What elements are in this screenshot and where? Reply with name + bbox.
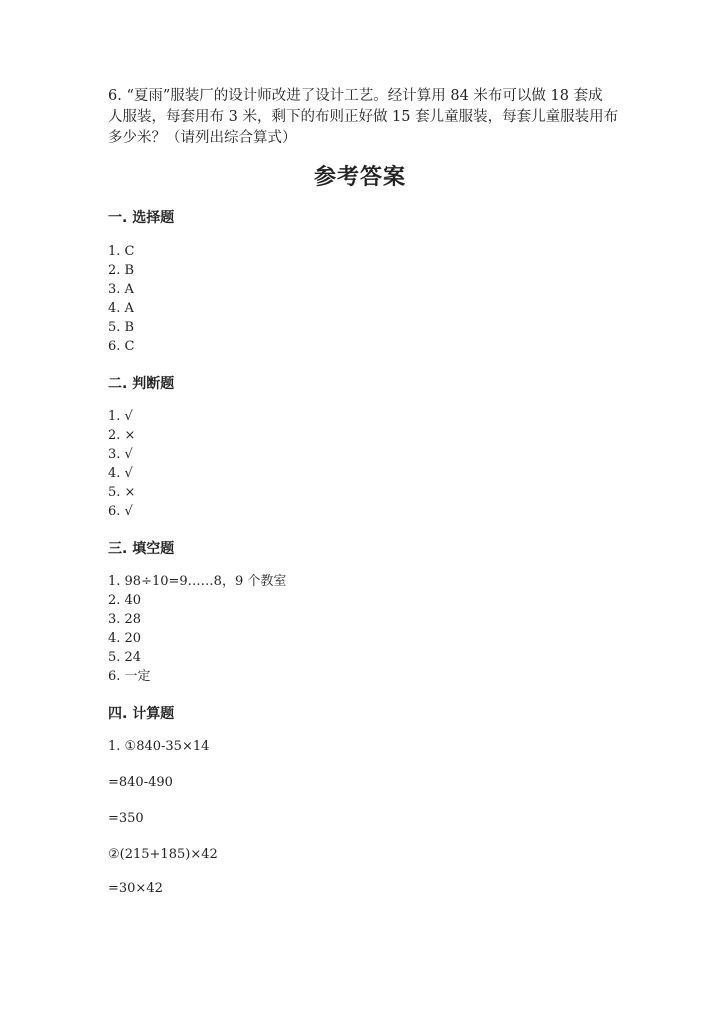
list-item: 1. C — [108, 244, 135, 259]
list-item: 3. 28 — [108, 612, 142, 627]
question-6 — [108, 86, 618, 149]
list-item: 5. 24 — [108, 650, 142, 665]
list-item: 2. 40 — [108, 593, 142, 608]
calc-line: 1. ①840-35×14 — [108, 739, 210, 754]
list-item: 2. × — [108, 428, 136, 443]
list-item: 3. A — [108, 282, 134, 297]
judgement-answer-list — [108, 407, 135, 521]
section-heading-judgement: 二. 判断题 — [108, 376, 175, 392]
list-item: 3. √ — [108, 447, 133, 462]
list-item: 5. × — [108, 485, 136, 500]
answer-title: 参考答案 — [313, 165, 406, 190]
calc-line: =30×42 — [108, 881, 163, 896]
section-heading-calculation: 四. 计算题 — [108, 706, 175, 722]
question-6-line-1: 6. “夏雨”服装厂的设计师改进了设计工艺。经计算用 84 米布可以做 18 套成 — [108, 88, 603, 104]
list-item: 4. A — [108, 301, 134, 316]
question-6-line-3: 多少米？（请列出综合算式） — [108, 130, 297, 146]
calc-line: ②(215+185)×42 — [108, 847, 218, 862]
fill-blank-answer-list — [108, 572, 286, 686]
choice-answer-list — [108, 242, 134, 356]
list-item: 5. B — [108, 320, 135, 335]
section-heading-choice: 一. 选择题 — [108, 210, 175, 226]
list-item: 1. 98÷10=9……8，9 个教室 — [108, 574, 287, 589]
list-item: 6. √ — [108, 504, 133, 519]
question-6-line-2: 人服装，每套用布 3 米，剩下的布则正好做 15 套儿童服装，每套儿童服装用布 — [108, 109, 619, 125]
list-item: 4. 20 — [108, 631, 142, 646]
calc-line: =840-490 — [108, 775, 173, 790]
list-item: 1. √ — [108, 409, 133, 424]
calc-line: =350 — [108, 811, 144, 826]
list-item: 4. √ — [108, 466, 133, 481]
list-item: 6. 一定 — [108, 669, 151, 684]
list-item: 6. C — [108, 339, 135, 354]
list-item: 2. B — [108, 263, 135, 278]
section-heading-fill-blank: 三. 填空题 — [108, 541, 175, 557]
